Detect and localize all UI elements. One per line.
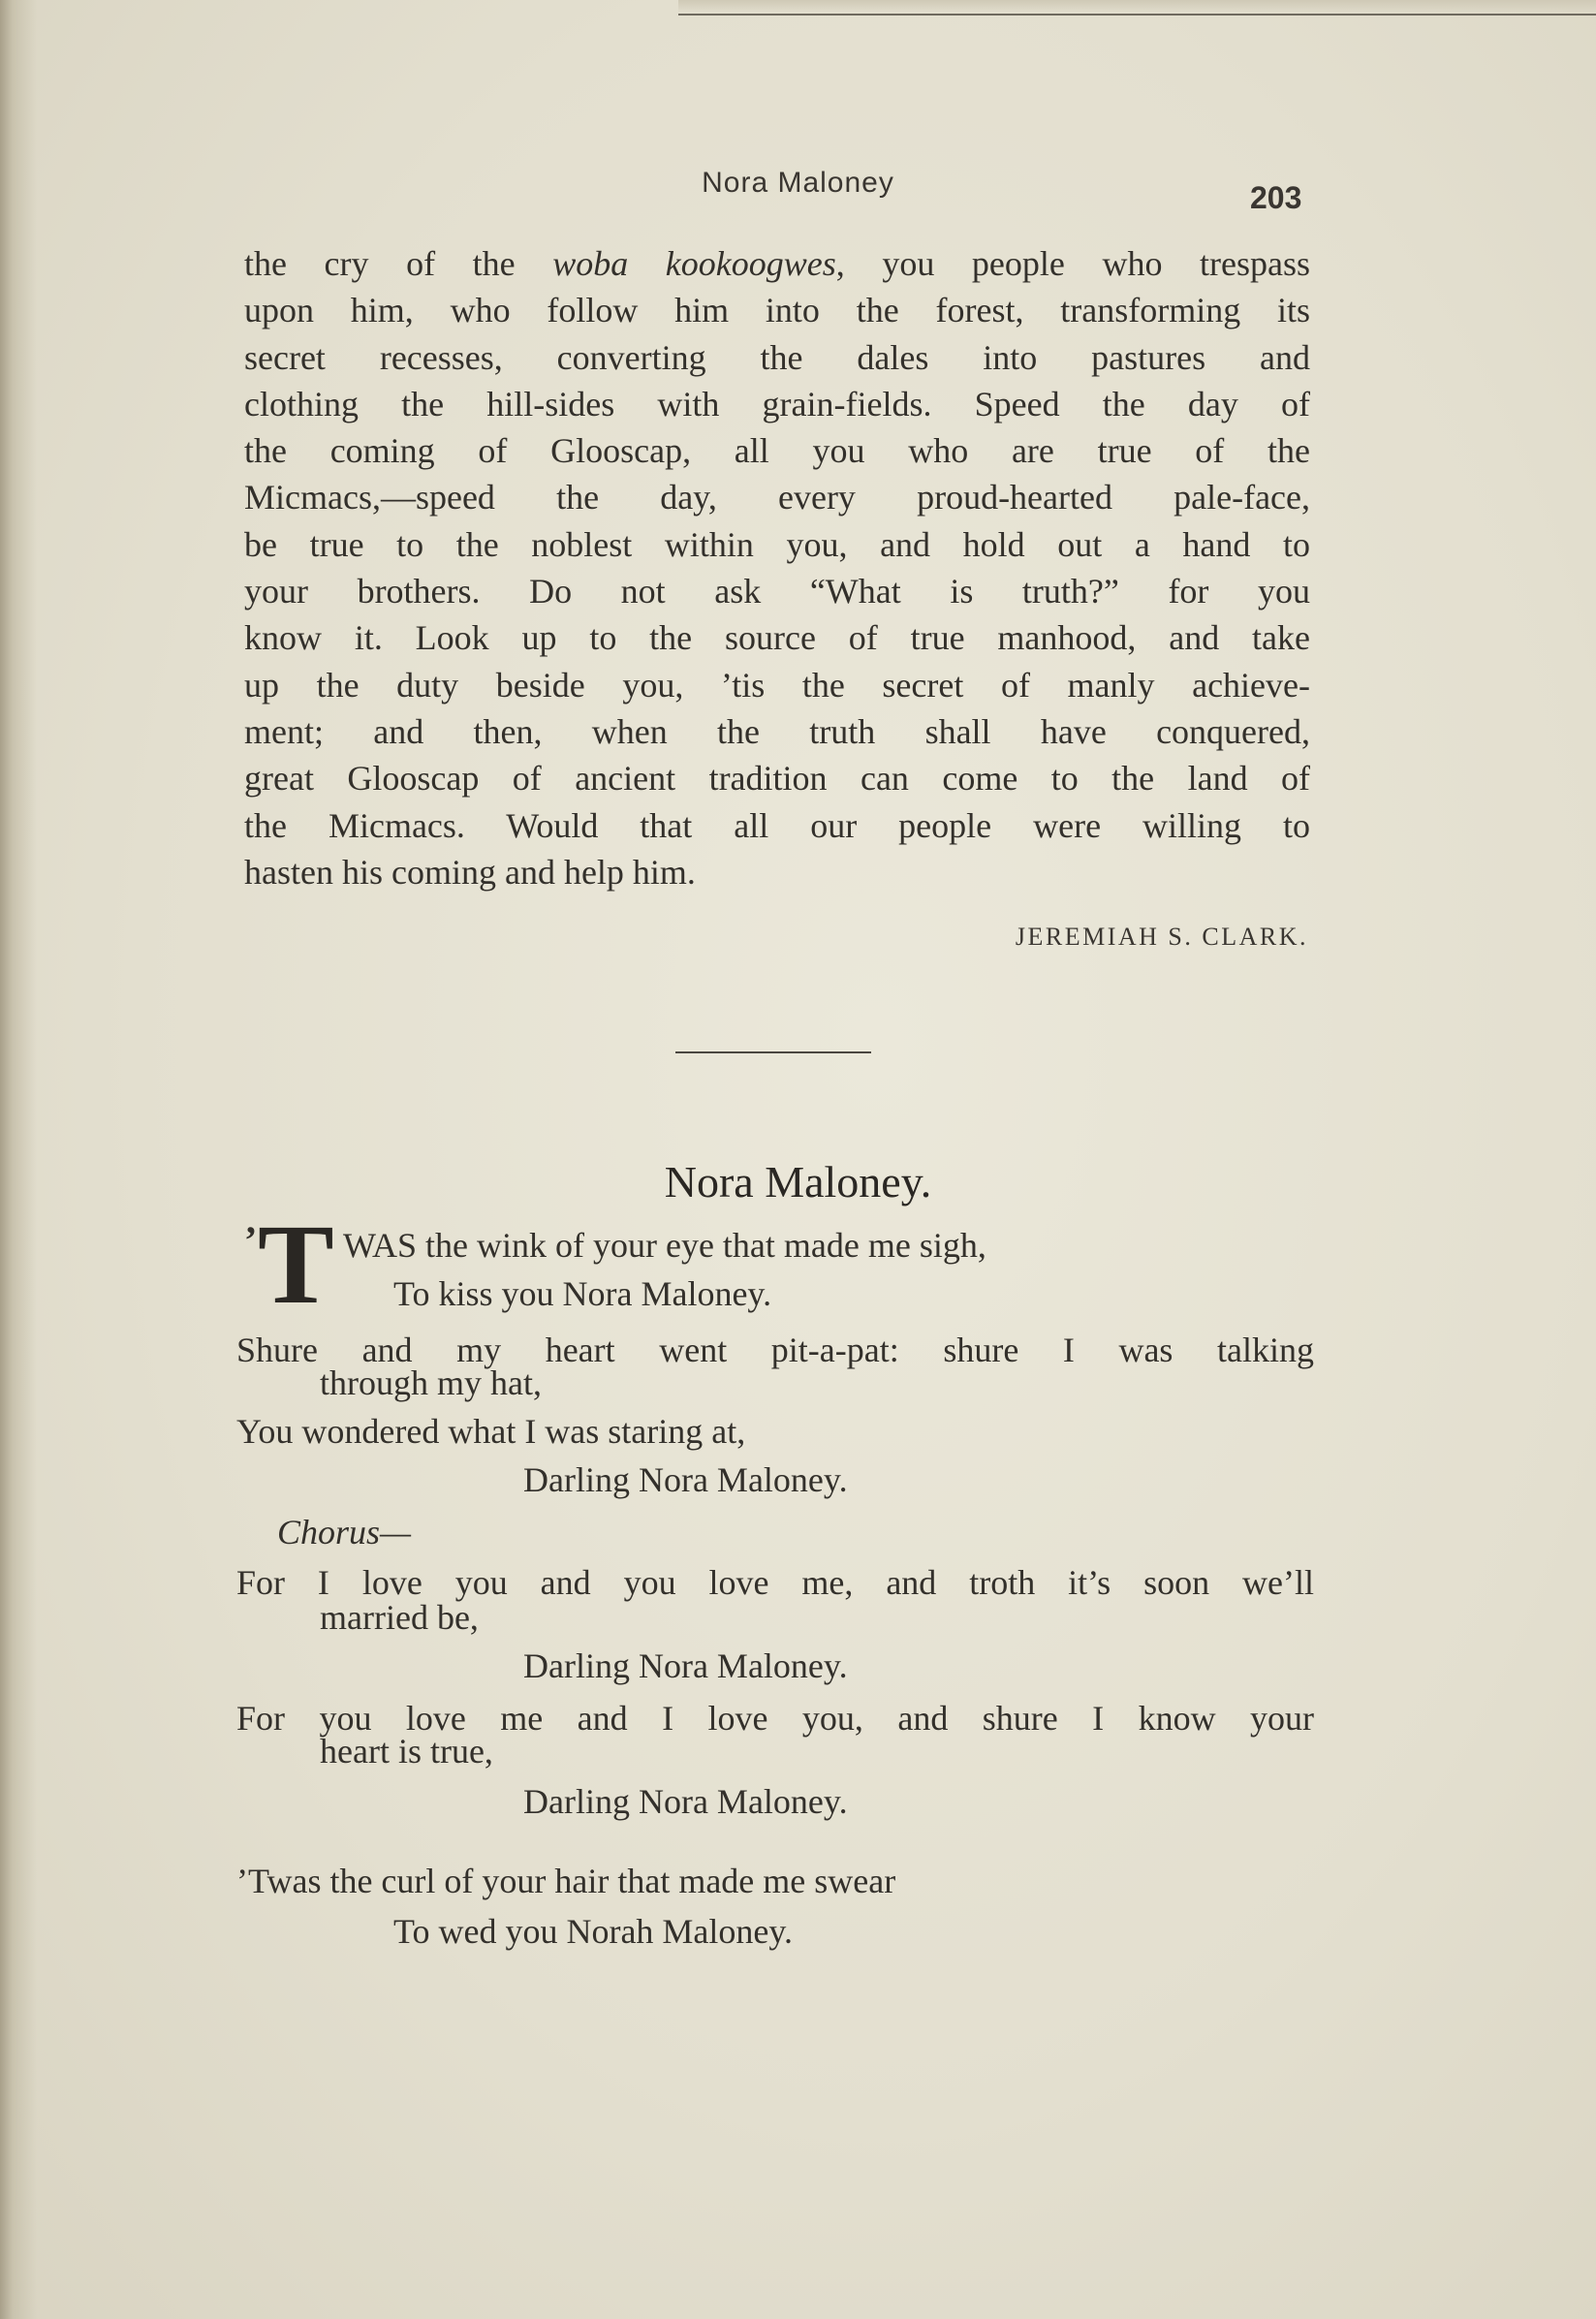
chorus-label: Chorus— [277,1513,412,1551]
prose-line-suffix: , you people who trespass [835,244,1310,283]
prose-line: the coming of Glooscap, all you who are true of the [244,431,1310,471]
italic-phrase: woba kookoogwes [552,244,836,283]
prose-line: Micmacs,—speed the day, every proud-hearted pale-face, [244,478,1310,517]
prose-line: great Glooscap of ancient tradition can come to the land of [244,759,1310,799]
prose-line: know it. Look up to the source of true manhood, and take [244,618,1310,658]
prose-line: clothing the hill-sides with grain-fields. Speed the day of [244,384,1310,423]
page-top-edge [678,0,1596,16]
poem-line: ’Twas the curl of your hair that made me swear [236,1862,896,1900]
running-title: Nora Maloney [702,167,894,199]
section-divider [675,1051,871,1053]
poem-line: To wed you Norah Maloney. [393,1912,794,1951]
chorus-line-continuation: heart is true, [320,1732,493,1771]
prose-line: hasten his coming and help him. [244,852,696,892]
prose-line [244,240,1310,287]
poem-line-continuation: through my hat, [320,1363,542,1402]
drop-quote-mark: ’ [244,1218,258,1262]
chorus-line: Darling Nora Maloney. [523,1782,848,1821]
page-number: 203 [1250,180,1302,215]
chorus-line-continuation: married be, [320,1598,479,1637]
prose-paragraph [244,240,1310,895]
prose-line-prefix: the cry of the [244,244,553,283]
poem-title: Nora Maloney. [664,1157,932,1207]
prose-line: secret recesses, converting the dales into pastures and [244,337,1310,377]
prose-line: be true to the noblest within you, and hold out a hand to [244,524,1310,564]
chorus-line: Darling Nora Maloney. [523,1646,848,1685]
prose-line: ment; and then, when the truth shall have conquered, [244,711,1310,751]
chorus-line: For you love me and I love you, and shure I know your [236,1699,1314,1738]
poem-line: You wondered what I was staring at, [236,1412,746,1451]
prose-line: upon him, who follow him into the forest, transforming its [244,291,1310,330]
prose-line: your brothers. Do not ask “What is truth?” for you [244,572,1310,611]
chorus-line: For I love you and you love me, and troth it’s soon we’ll [236,1563,1314,1602]
prose-line: the Micmacs. Would that all our people were willing to [244,805,1310,845]
poem-line: Darling Nora Maloney. [523,1460,848,1499]
drop-cap-letter: T [258,1201,334,1328]
prose-line: up the duty beside you, ’tis the secret of manly achieve- [244,665,1310,705]
poem-line: Shure and my heart went pit-a-pat: shure I was talking [236,1331,1314,1369]
poem-line: WAS the wink of your eye that made me sigh, [343,1226,986,1265]
author-signature: JEREMIAH S. CLARK. [1015,923,1308,951]
poem-line: To kiss you Nora Maloney. [393,1274,772,1313]
